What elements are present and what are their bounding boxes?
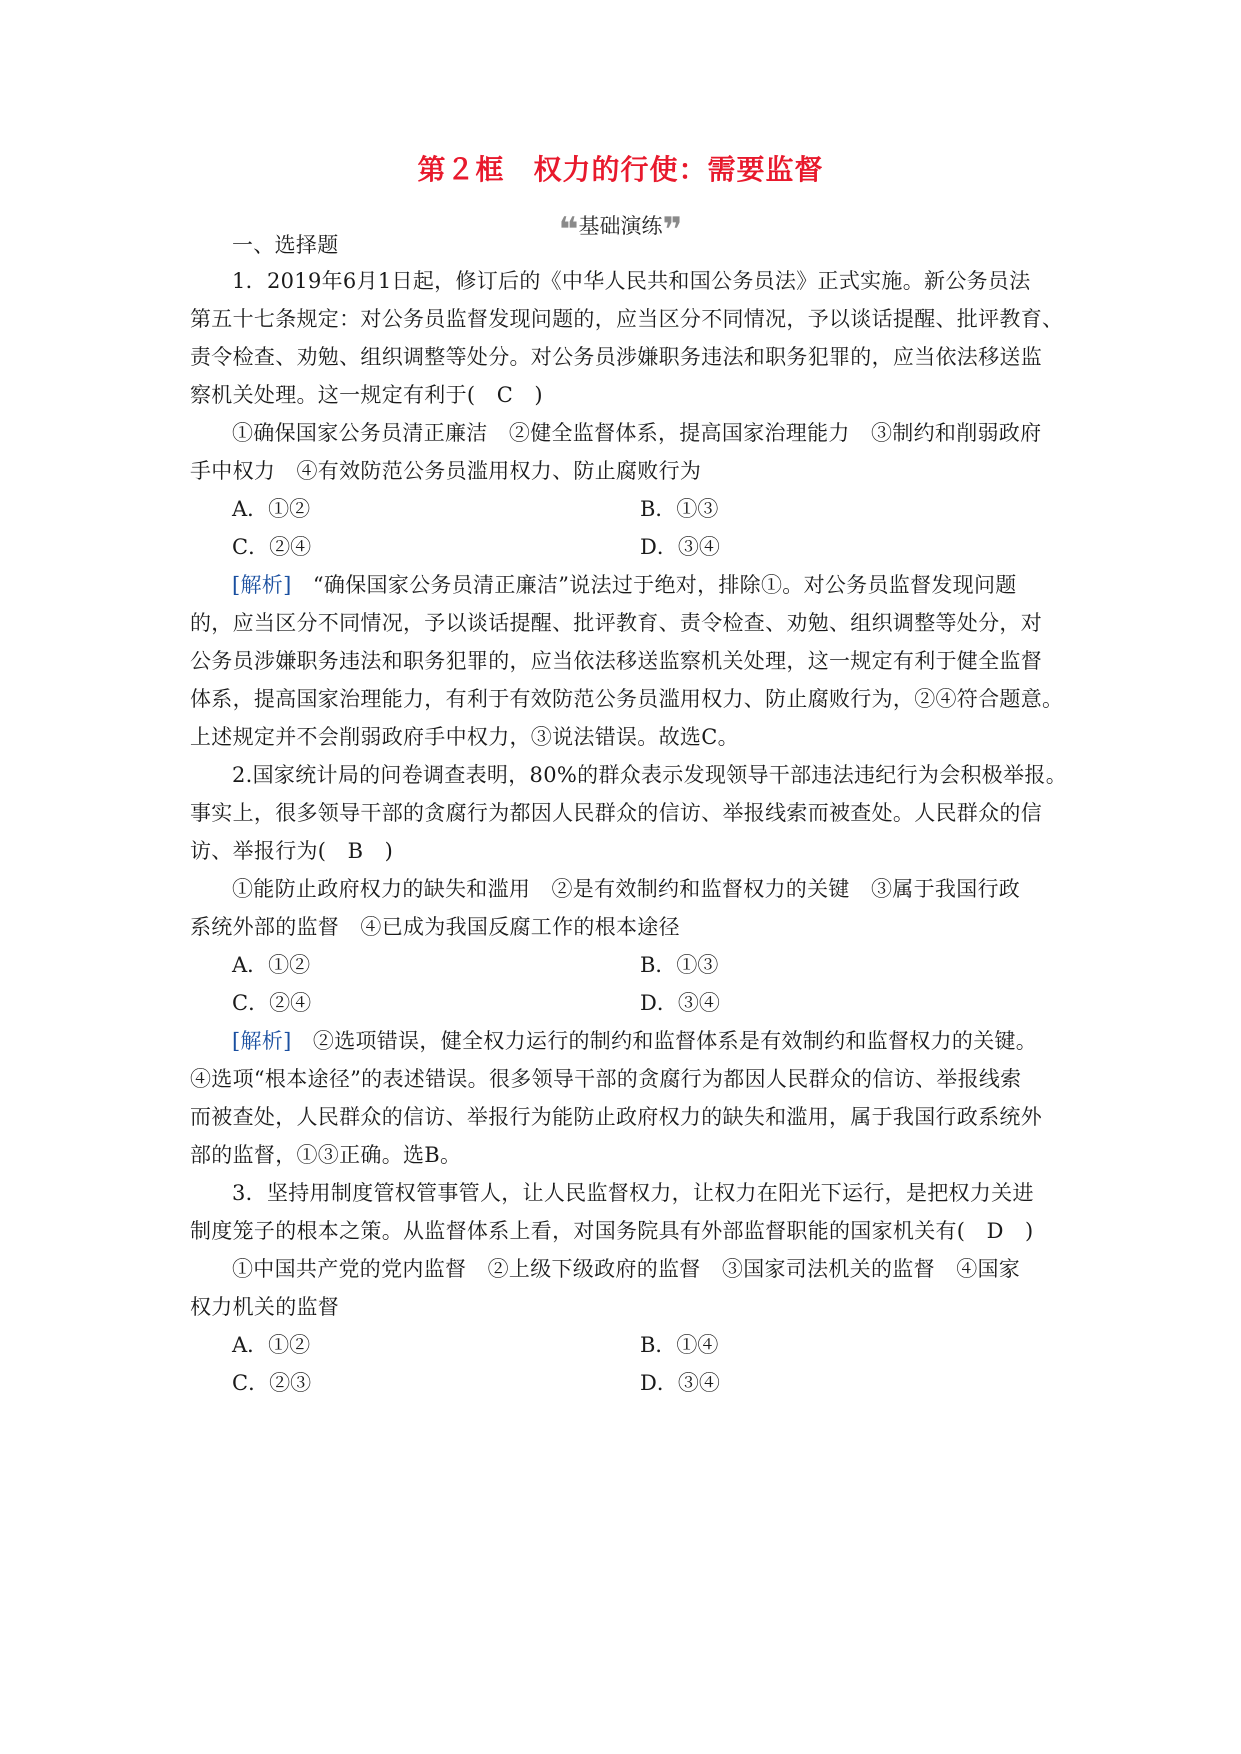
question-1-option-c: C．②④ <box>232 535 312 559</box>
question-3-option-b: B．①④ <box>640 1333 719 1357</box>
question-1-analysis-line-3: 公务员涉嫌职务违法和职务犯罪的，应当依法移送监察机关处理，这一规定有利于健全监督 <box>190 649 1042 673</box>
question-2-statement-2: 系统外部的监督 ④已成为我国反腐工作的根本途径 <box>190 915 680 939</box>
question-1-line-4: 察机关处理。这一规定有利于( C ) <box>190 383 543 407</box>
page-title: 第２框 权力的行使：需要监督 <box>417 153 824 186</box>
question-2-line-1: 2.国家统计局的问卷调查表明，80%的群众表示发现领导干部违法违纪行为会积极举报。 <box>232 763 1068 787</box>
question-2-line-3: 访、举报行为( B ) <box>190 839 394 863</box>
question-3-line-1: 3．坚持用制度管权管事管人，让人民监督权力，让权力在阳光下运行，是把权力关进 <box>232 1181 1034 1205</box>
question-2-option-b: B．①③ <box>640 953 719 977</box>
question-1-analysis-line-5: 上述规定并不会削弱政府手中权力，③说法错误。故选C。 <box>190 725 739 749</box>
question-1-analysis-line-2: 的，应当区分不同情况，予以谈话提醒、批评教育、责令检查、劝勉、组织调整等处分，对 <box>190 611 1042 635</box>
analysis-tag: [解析] <box>232 1029 292 1053</box>
question-3-option-c: C．②③ <box>232 1371 312 1395</box>
question-1-line-3: 责令检查、劝勉、组织调整等处分。对公务员涉嫌职务违法和职务犯罪的，应当依法移送监 <box>190 345 1042 369</box>
question-2-option-a: A．①② <box>232 953 311 977</box>
banner-label: 基础演练 <box>578 214 663 238</box>
analysis-text: ②选项错误，健全权力运行的制约和监督体系是有效制约和监督权力的关键。 <box>291 1029 1038 1053</box>
question-2-analysis-line-1 <box>232 1026 1060 1056</box>
left-quote-icon: ❝ <box>558 210 579 250</box>
question-1-line-2: 第五十七条规定：对公务员监督发现问题的，应当区分不同情况，予以谈话提醒、批评教育、 <box>190 307 1064 331</box>
analysis-tag: [解析] <box>232 573 292 597</box>
question-1-option-d: D．③④ <box>640 535 720 559</box>
question-2-option-d: D．③④ <box>640 991 720 1015</box>
question-2-analysis-line-4: 部的监督，①③正确。选B。 <box>190 1143 462 1167</box>
question-1-option-b: B．①③ <box>640 497 719 521</box>
question-2-statement-1: ①能防止政府权力的缺失和滥用 ②是有效制约和监督权力的关键 ③属于我国行政 <box>232 877 1021 901</box>
question-3-line-2: 制度笼子的根本之策。从监督体系上看，对国务院具有外部监督职能的国家机关有( D ) <box>190 1219 1034 1243</box>
right-quote-icon: ❞ <box>662 210 683 250</box>
question-1-line-1: 1．2019年6月1日起，修订后的《中华人民共和国公务员法》正式实施。新公务员法 <box>232 269 1031 293</box>
question-3-option-d: D．③④ <box>640 1371 720 1395</box>
question-1-statement-1: ①确保国家公务员清正廉洁 ②健全监督体系，提高国家治理能力 ③制约和削弱政府 <box>232 421 1042 445</box>
question-2-analysis-line-3: 而被查处，人民群众的信访、举报行为能防止政府权力的缺失和滥用，属于我国行政系统外 <box>190 1105 1042 1129</box>
question-1-statement-2: 手中权力 ④有效防范公务员滥用权力、防止腐败行为 <box>190 459 702 483</box>
question-3-option-a: A．①② <box>232 1333 311 1357</box>
question-2-line-2: 事实上，很多领导干部的贪腐行为都因人民群众的信访、举报线索而被查处。人民群众的信 <box>190 801 1042 825</box>
question-3-statement-1: ①中国共产党的党内监督 ②上级下级政府的监督 ③国家司法机关的监督 ④国家 <box>232 1257 1021 1281</box>
question-1-analysis-line-4: 体系，提高国家治理能力，有利于有效防范公务员滥用权力、防止腐败行为，②④符合题意。 <box>190 687 1064 711</box>
question-2-option-c: C．②④ <box>232 991 312 1015</box>
section-heading: 一、选择题 <box>232 233 339 257</box>
question-1-analysis-line-1 <box>232 570 1060 600</box>
question-3-statement-2: 权力机关的监督 <box>190 1295 340 1319</box>
analysis-text: “确保国家公务员清正廉洁”说法过于绝对，排除①。对公务员监督发现问题 <box>291 573 1017 597</box>
question-2-analysis-line-2: ④选项“根本途径”的表述错误。很多领导干部的贪腐行为都因人民群众的信访、举报线索 <box>190 1067 1022 1091</box>
question-1-option-a: A．①② <box>232 497 311 521</box>
